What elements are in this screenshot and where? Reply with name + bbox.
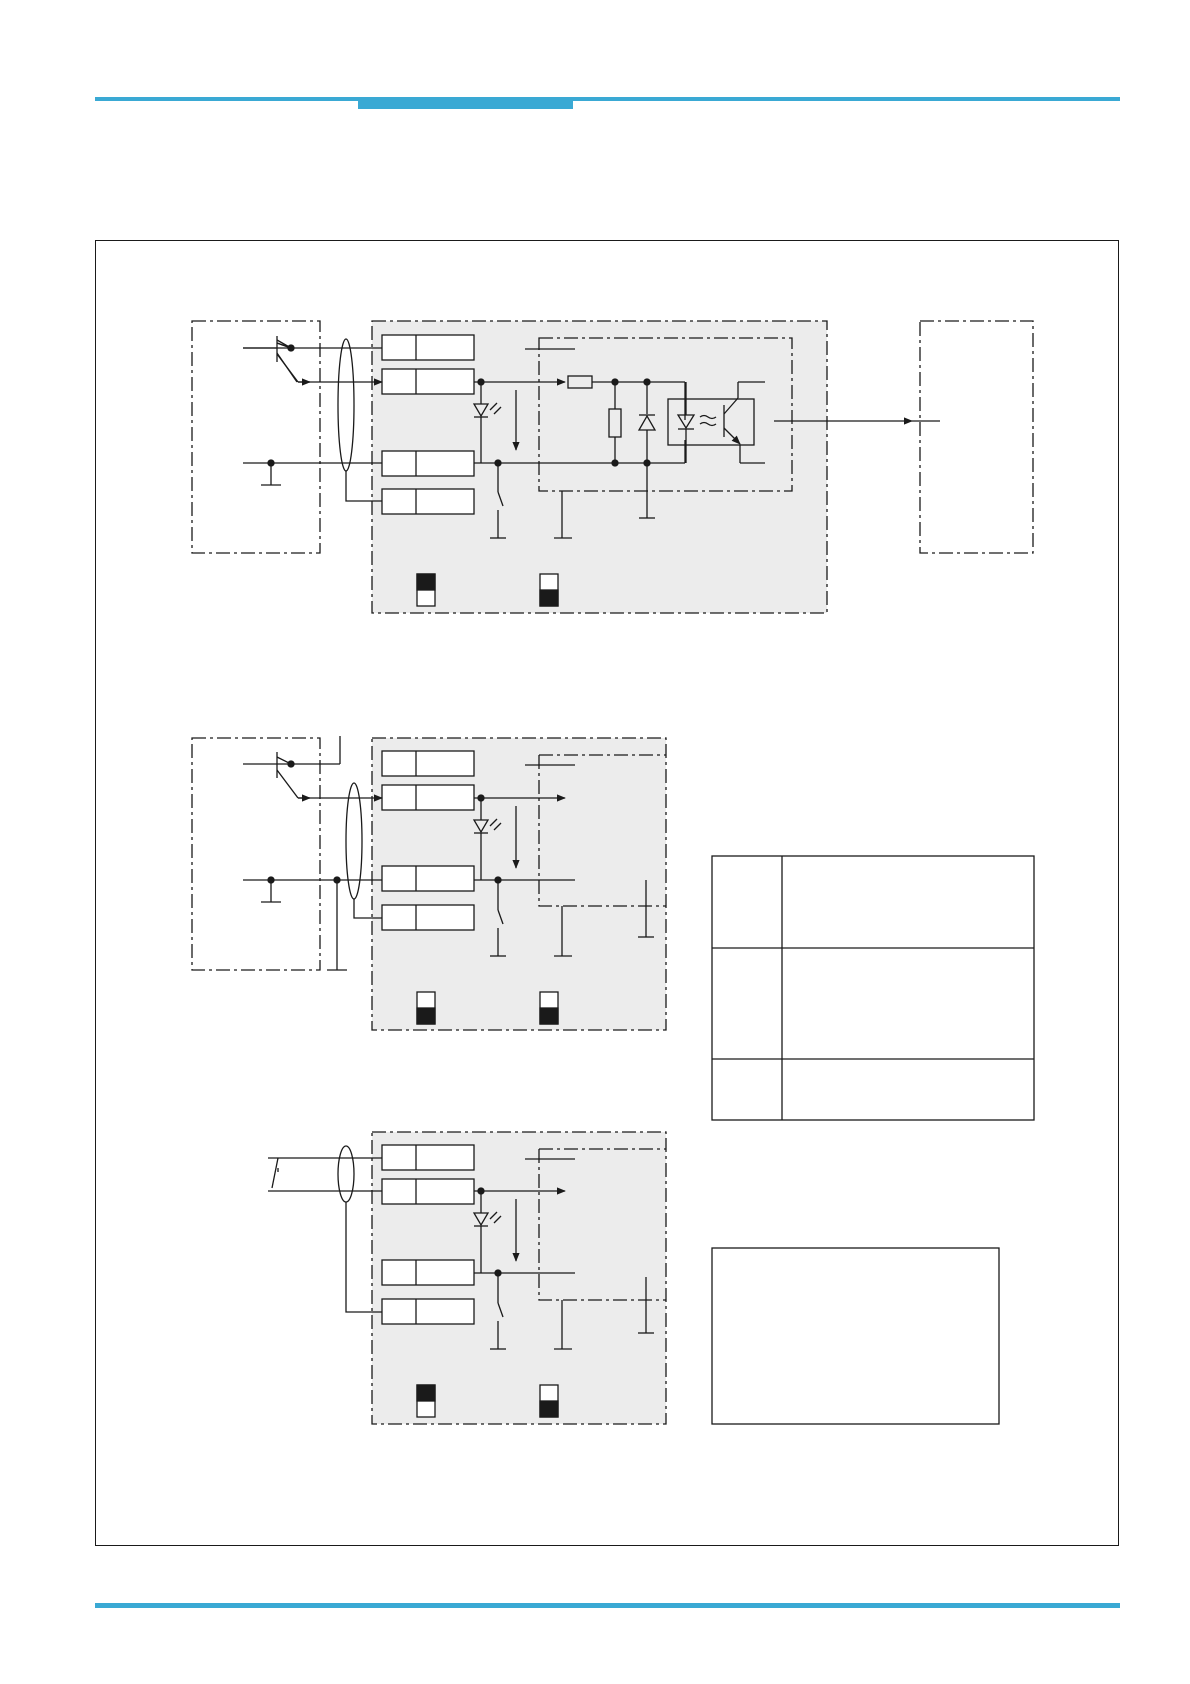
diagram-1-terminal-3 xyxy=(382,451,474,476)
diagram-1-terminal-2 xyxy=(382,369,474,394)
diagram-1-sender-box xyxy=(192,321,320,553)
diagram-1-terminal-4 xyxy=(382,489,474,514)
diagram-3-terminal-3 xyxy=(382,1260,474,1285)
diagram-3-dip-switch-1 xyxy=(417,1385,435,1417)
diagram-3-dip-switch-2 xyxy=(540,1385,558,1417)
diagram-3-terminal-4 xyxy=(382,1299,474,1324)
diagram-2-dip-switch-1 xyxy=(417,992,435,1024)
diagram-1-terminal-1 xyxy=(382,335,474,360)
diagram-1 xyxy=(192,321,1033,613)
diagram-3-terminal-1 xyxy=(382,1145,474,1170)
note-box xyxy=(712,1248,999,1424)
diagram-2-terminal-1 xyxy=(382,751,474,776)
diagram-1-dip-switch-1 xyxy=(417,574,435,606)
diagram-2-terminal-4 xyxy=(382,905,474,930)
diagram-1-cable-shield xyxy=(338,339,354,471)
diagram-2-cable-shield xyxy=(346,783,362,899)
diagram-3-cable-shield xyxy=(338,1146,354,1202)
diagram-1-receiver-box xyxy=(920,321,1033,553)
diagram-3-external-contact-symbol xyxy=(268,1158,382,1191)
diagram-2-sender-box xyxy=(192,738,320,970)
diagram-2-terminal-3 xyxy=(382,866,474,891)
diagram-2-dip-switch-2 xyxy=(540,992,558,1024)
diagram-1-transistor-symbol xyxy=(243,336,297,382)
diagram-3 xyxy=(268,1132,666,1424)
diagram-3-terminal-2 xyxy=(382,1179,474,1204)
legend-table xyxy=(712,856,1034,1120)
diagram-1-dip-switch-2 xyxy=(540,574,558,606)
diagram-2 xyxy=(192,736,666,1030)
diagram-2-terminal-2 xyxy=(382,785,474,810)
